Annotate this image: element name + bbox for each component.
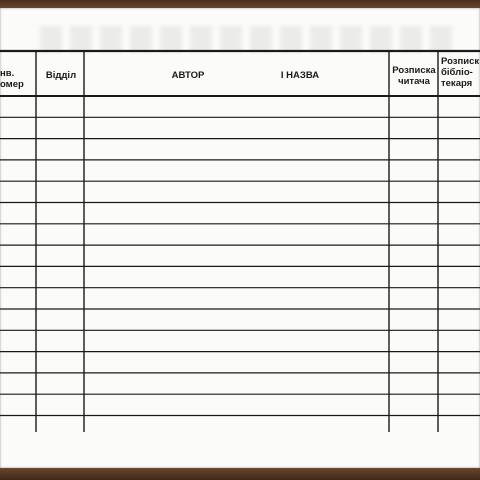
wood-background-top <box>0 0 480 8</box>
table-grid-lines <box>0 51 480 432</box>
header-inventory-number: нв. омер <box>0 68 24 90</box>
library-form-card <box>0 8 480 468</box>
header-librarian-signature: Розписк бібліо- текаря <box>441 56 480 89</box>
header-reader-signature: Розписка читача <box>392 65 436 87</box>
header-department: Відділ <box>45 70 77 81</box>
header-author: АВТОР <box>171 70 205 81</box>
wood-background-bottom <box>0 468 480 480</box>
header-title: І НАЗВА <box>280 70 320 81</box>
